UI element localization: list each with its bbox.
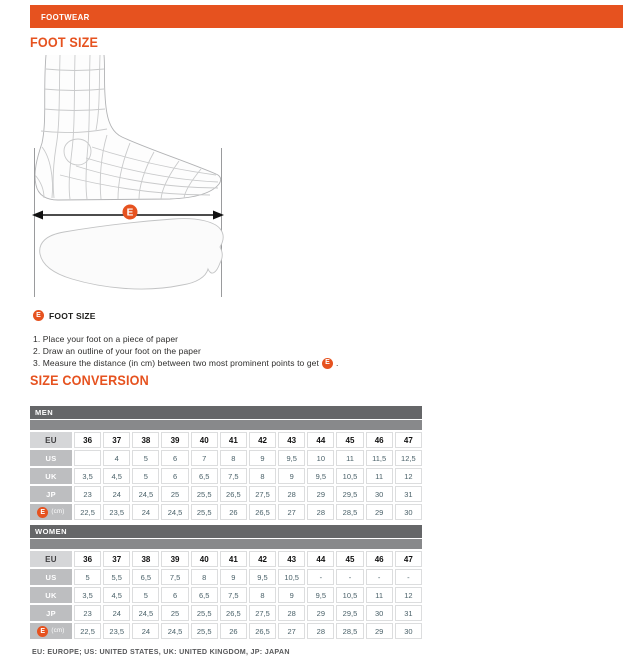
size-cell: 27 (278, 504, 305, 520)
size-cell: 5 (74, 569, 101, 585)
size-cell: 25,5 (191, 623, 218, 639)
row-label-uk: UK (30, 468, 72, 484)
size-cell: 22,5 (74, 504, 101, 520)
men-table-title: MEN (30, 406, 422, 419)
size-cell: 9,5 (307, 468, 334, 484)
size-cell: 42 (249, 432, 276, 448)
size-cell: 6,5 (191, 587, 218, 603)
size-cell: 4 (103, 450, 130, 466)
size-cell: 44 (307, 432, 334, 448)
size-row-jp (30, 605, 422, 621)
arrow-right-head (213, 211, 224, 220)
size-cell: 24,5 (132, 486, 159, 502)
size-cell: 27 (278, 623, 305, 639)
size-cell: 24 (132, 623, 159, 639)
size-cell: 7,5 (220, 587, 247, 603)
row-label-us: US (30, 450, 72, 466)
size-row-eu (30, 551, 422, 567)
size-cell: 47 (395, 432, 422, 448)
size-cell: 24,5 (161, 623, 188, 639)
size-cell: 41 (220, 551, 247, 567)
size-cell: 40 (191, 432, 218, 448)
size-cell: 9 (249, 450, 276, 466)
size-cell: 3,5 (74, 587, 101, 603)
foot-diagram-svg (30, 55, 230, 303)
size-cell: 26,5 (249, 623, 276, 639)
footwear-banner-label: FOOTWEAR (41, 11, 90, 22)
footwear-banner (30, 5, 623, 28)
row-label-e (30, 504, 72, 520)
size-row-jp (30, 486, 422, 502)
size-cell: 7,5 (161, 569, 188, 585)
size-cell: 24,5 (132, 605, 159, 621)
size-cell: 37 (103, 432, 130, 448)
size-cell: 28 (278, 486, 305, 502)
size-cell: 3,5 (74, 468, 101, 484)
size-cell: 26,5 (220, 486, 247, 502)
size-cell: 9 (220, 569, 247, 585)
size-cell: 10,5 (336, 468, 363, 484)
size-cell: 47 (395, 551, 422, 567)
size-cell: - (395, 569, 422, 585)
size-cell: 28 (307, 504, 334, 520)
size-cell: 25,5 (191, 504, 218, 520)
row-label-jp: JP (30, 486, 72, 502)
size-cell: 24,5 (161, 504, 188, 520)
men-table-subbar (30, 420, 422, 430)
svg-text:E: E (126, 207, 134, 219)
size-cell: 30 (395, 504, 422, 520)
foot-outline-illustration (40, 219, 224, 289)
size-cell: 28 (307, 623, 334, 639)
size-cell: 29 (366, 504, 393, 520)
size-cell: 26,5 (249, 504, 276, 520)
row-label-uk: UK (30, 587, 72, 603)
foot-size-caption (33, 310, 96, 321)
size-row-uk (30, 468, 422, 484)
measuring-instructions (33, 333, 338, 369)
size-row-e (30, 504, 422, 520)
size-cell: 25 (161, 486, 188, 502)
foot-size-heading: FOOT SIZE (30, 34, 99, 50)
row-label-e (30, 623, 72, 639)
row-label-eu: EU (30, 432, 72, 448)
size-cell: 10,5 (278, 569, 305, 585)
size-cell: 27,5 (249, 605, 276, 621)
foot-measurement-diagram (30, 55, 230, 303)
size-cell: 29 (307, 605, 334, 621)
size-cell: 9 (278, 587, 305, 603)
size-cell: 31 (395, 486, 422, 502)
size-cell: 25,5 (191, 605, 218, 621)
size-cell: - (336, 569, 363, 585)
size-cell: 45 (336, 432, 363, 448)
measure-e-badge (123, 205, 138, 220)
size-cell: 29 (307, 486, 334, 502)
size-cell: 23 (74, 486, 101, 502)
size-cell: 4,5 (103, 587, 130, 603)
size-cell: 7,5 (220, 468, 247, 484)
cm-unit-label: (cm) (51, 509, 65, 515)
row-label-jp: JP (30, 605, 72, 621)
women-table-subbar (30, 539, 422, 549)
men-size-table (30, 406, 422, 522)
size-cell: 12,5 (395, 450, 422, 466)
size-cell: 36 (74, 432, 101, 448)
size-cell: 28,5 (336, 623, 363, 639)
e-badge-icon: E (37, 507, 48, 518)
size-cell: 31 (395, 605, 422, 621)
size-cell: 40 (191, 551, 218, 567)
size-cell: 29 (366, 623, 393, 639)
size-cell: 8 (191, 569, 218, 585)
size-cell: 36 (74, 551, 101, 567)
size-row-e (30, 623, 422, 639)
instruction-step-3 (33, 357, 338, 369)
size-cell: 46 (366, 432, 393, 448)
e-badge-icon: E (37, 626, 48, 637)
size-cell: 10,5 (336, 587, 363, 603)
foot-size-caption-label: FOOT SIZE (49, 310, 96, 321)
size-cell: 44 (307, 551, 334, 567)
size-cell: 22,5 (74, 623, 101, 639)
size-cell: 23,5 (103, 504, 130, 520)
instruction-step-2-text: 2. Draw an outline of your foot on the paper (33, 346, 201, 356)
size-cell: 29,5 (336, 486, 363, 502)
size-cell: 29,5 (336, 605, 363, 621)
arrow-left-head (32, 211, 43, 220)
legend-footer-note: EU: EUROPE; US: UNITED STATES, UK: UNITED KINGDOM, JP: JAPAN (32, 647, 290, 656)
size-cell: 26,5 (220, 605, 247, 621)
wireframe-foot-illustration (35, 55, 221, 200)
size-cell: 9,5 (249, 569, 276, 585)
foot-outer-contour (35, 55, 221, 200)
women-size-table (30, 525, 422, 641)
size-cell: 39 (161, 432, 188, 448)
size-cell: 39 (161, 551, 188, 567)
size-cell: 12 (395, 587, 422, 603)
size-cell: 5 (132, 450, 159, 466)
size-cell: 38 (132, 551, 159, 567)
instruction-step-3-end: . (335, 358, 339, 368)
size-row-us (30, 569, 422, 585)
size-cell: 10 (307, 450, 334, 466)
size-cell (74, 450, 101, 466)
size-cell: 24 (103, 605, 130, 621)
instruction-step-2 (33, 345, 338, 357)
size-cell: 25 (161, 605, 188, 621)
size-cell: 8 (249, 468, 276, 484)
size-cell: 9,5 (278, 450, 305, 466)
size-cell: 6,5 (191, 468, 218, 484)
row-label-us: US (30, 569, 72, 585)
men-size-grid (28, 430, 424, 522)
e-badge-icon: E (33, 310, 44, 321)
size-cell: 6,5 (132, 569, 159, 585)
size-cell: 9,5 (307, 587, 334, 603)
size-cell: 6 (161, 468, 188, 484)
size-cell: 43 (278, 551, 305, 567)
size-cell: - (366, 569, 393, 585)
row-label-eu: EU (30, 551, 72, 567)
size-conversion-heading: SIZE CONVERSION (30, 372, 149, 388)
size-cell: 7 (191, 450, 218, 466)
size-cell: 5 (132, 587, 159, 603)
size-cell: 12 (395, 468, 422, 484)
size-cell: 9 (278, 468, 305, 484)
size-cell: 6 (161, 450, 188, 466)
size-cell: 28 (278, 605, 305, 621)
size-cell: 4,5 (103, 468, 130, 484)
size-cell: - (307, 569, 334, 585)
size-cell: 8 (249, 587, 276, 603)
women-table-title: WOMEN (30, 525, 422, 538)
size-row-uk (30, 587, 422, 603)
size-cell: 37 (103, 551, 130, 567)
instruction-step-3-text: 3. Measure the distance (in cm) between two most prominent points to get (33, 358, 319, 368)
size-cell: 8 (220, 450, 247, 466)
size-cell: 6 (161, 587, 188, 603)
size-cell: 24 (103, 486, 130, 502)
e-badge-icon: E (322, 358, 333, 369)
women-size-grid (28, 549, 424, 641)
size-cell: 26 (220, 504, 247, 520)
instruction-step-1-text: 1. Place your foot on a piece of paper (33, 334, 179, 344)
cm-unit-label: (cm) (51, 628, 65, 634)
size-cell: 26 (220, 623, 247, 639)
size-cell: 24 (132, 504, 159, 520)
size-cell: 43 (278, 432, 305, 448)
size-cell: 46 (366, 551, 393, 567)
size-cell: 11 (366, 468, 393, 484)
size-cell: 23 (74, 605, 101, 621)
size-cell: 41 (220, 432, 247, 448)
size-cell: 11,5 (366, 450, 393, 466)
size-cell: 30 (395, 623, 422, 639)
size-row-eu (30, 432, 422, 448)
size-cell: 30 (366, 605, 393, 621)
instruction-step-1 (33, 333, 338, 345)
size-cell: 45 (336, 551, 363, 567)
size-cell: 38 (132, 432, 159, 448)
size-cell: 28,5 (336, 504, 363, 520)
size-cell: 30 (366, 486, 393, 502)
size-cell: 5 (132, 468, 159, 484)
size-cell: 27,5 (249, 486, 276, 502)
size-cell: 23,5 (103, 623, 130, 639)
size-row-us (30, 450, 422, 466)
size-cell: 11 (336, 450, 363, 466)
size-cell: 42 (249, 551, 276, 567)
size-cell: 25,5 (191, 486, 218, 502)
size-cell: 5,5 (103, 569, 130, 585)
size-cell: 11 (366, 587, 393, 603)
